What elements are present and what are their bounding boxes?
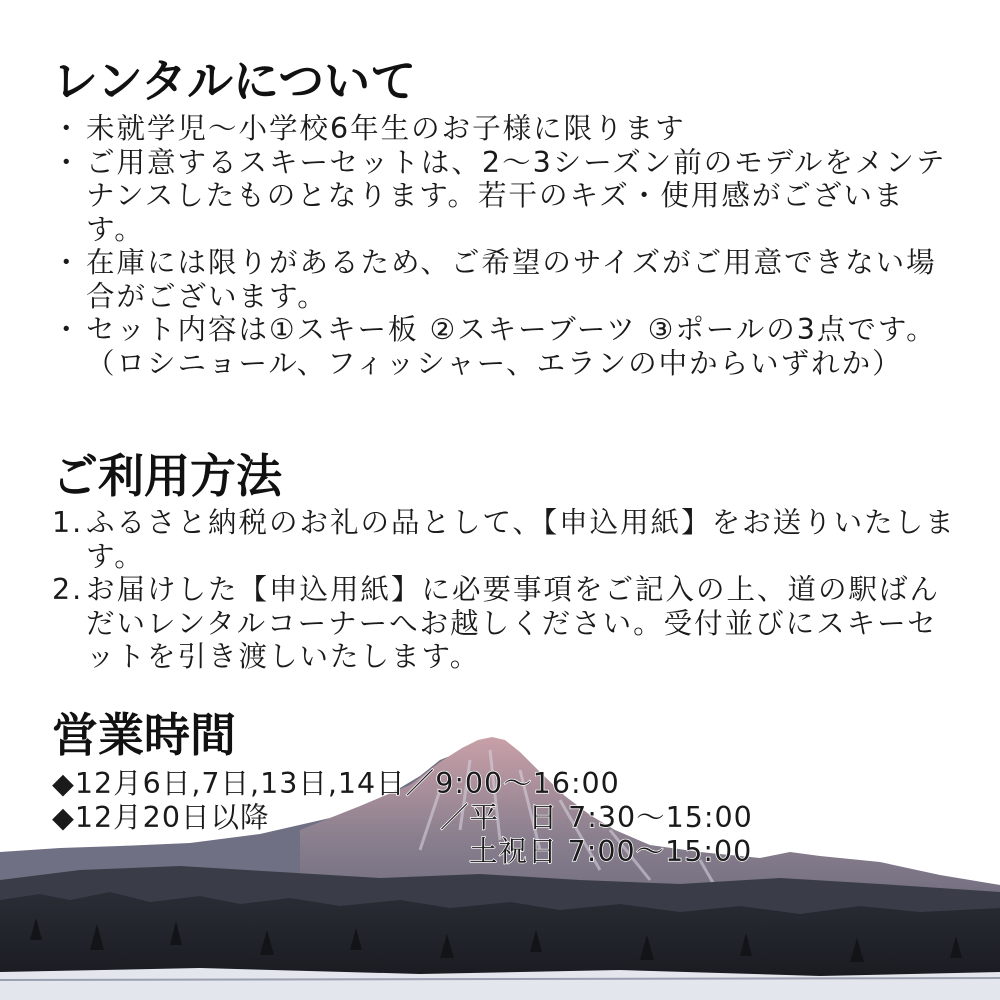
step-number: 2.: [52, 573, 84, 606]
bullet-marker: ・: [52, 313, 83, 346]
list-item: [52, 506, 957, 573]
hours-row-2-time: [440, 801, 753, 834]
day-type-label: 平 日: [469, 801, 559, 834]
usage-step-text: お届けした【申込用紙】に必要事項をご記入の上、道の駅ばんだいレンタルコーナーへお越しください。受付並びにスキーセットを引き渡しいたします。: [86, 573, 941, 673]
hours-time: 7:30〜15:00: [568, 801, 753, 834]
hours-heading: 営業時間: [52, 708, 236, 762]
slash-separator: ／: [440, 801, 470, 834]
step-number: 1.: [52, 506, 84, 539]
bullet-marker: ・: [52, 246, 83, 279]
bullet-marker: ・: [52, 112, 83, 145]
usage-list: [52, 506, 957, 674]
rental-item-text: セット内容は①スキー板 ②スキーブーツ ③ポールの3点です。（ロシニョール、フィッシャー、エランの中からいずれか）: [86, 313, 937, 380]
day-type-label: 土祝日: [469, 835, 558, 868]
hours-row-2-dates: [52, 801, 269, 834]
rental-list: [52, 112, 957, 380]
bullet-marker: ・: [52, 145, 83, 179]
hours-time: 9:00〜16:00: [435, 767, 620, 800]
hours-row-1: [52, 767, 620, 800]
hours-dates: 12月20日以降: [74, 801, 270, 834]
diamond-icon: ◆: [52, 767, 75, 800]
rental-item-text: 未就学児〜小学校6年生のお子様に限ります: [86, 112, 686, 145]
list-item: [52, 112, 957, 146]
list-item: [52, 313, 957, 380]
slash-separator: ／: [405, 767, 436, 800]
rental-item-text: ご用意するスキーセットは、2〜3シーズン前のモデルをメンテナンスしたものとなります。若干のキズ・使用感がございます。: [86, 145, 947, 246]
diamond-icon: ◆: [52, 801, 75, 834]
hours-time: 7:00〜15:00: [567, 835, 753, 868]
hours-dates: 12月6日,7日,13日,14日: [74, 767, 406, 800]
list-item: [52, 573, 957, 674]
usage-heading: ご利用方法: [52, 449, 282, 503]
hours-row-3-time: [469, 835, 752, 868]
rental-item-text: 在庫には限りがあるため、ご希望のサイズがご用意できない場合がございます。: [86, 246, 937, 313]
list-item: [52, 246, 957, 313]
list-item: [52, 146, 957, 247]
rental-heading: レンタルについて: [52, 54, 417, 108]
usage-step-text: ふるさと納税のお礼の品として、【申込用紙】をお送りいたします。: [86, 506, 956, 573]
